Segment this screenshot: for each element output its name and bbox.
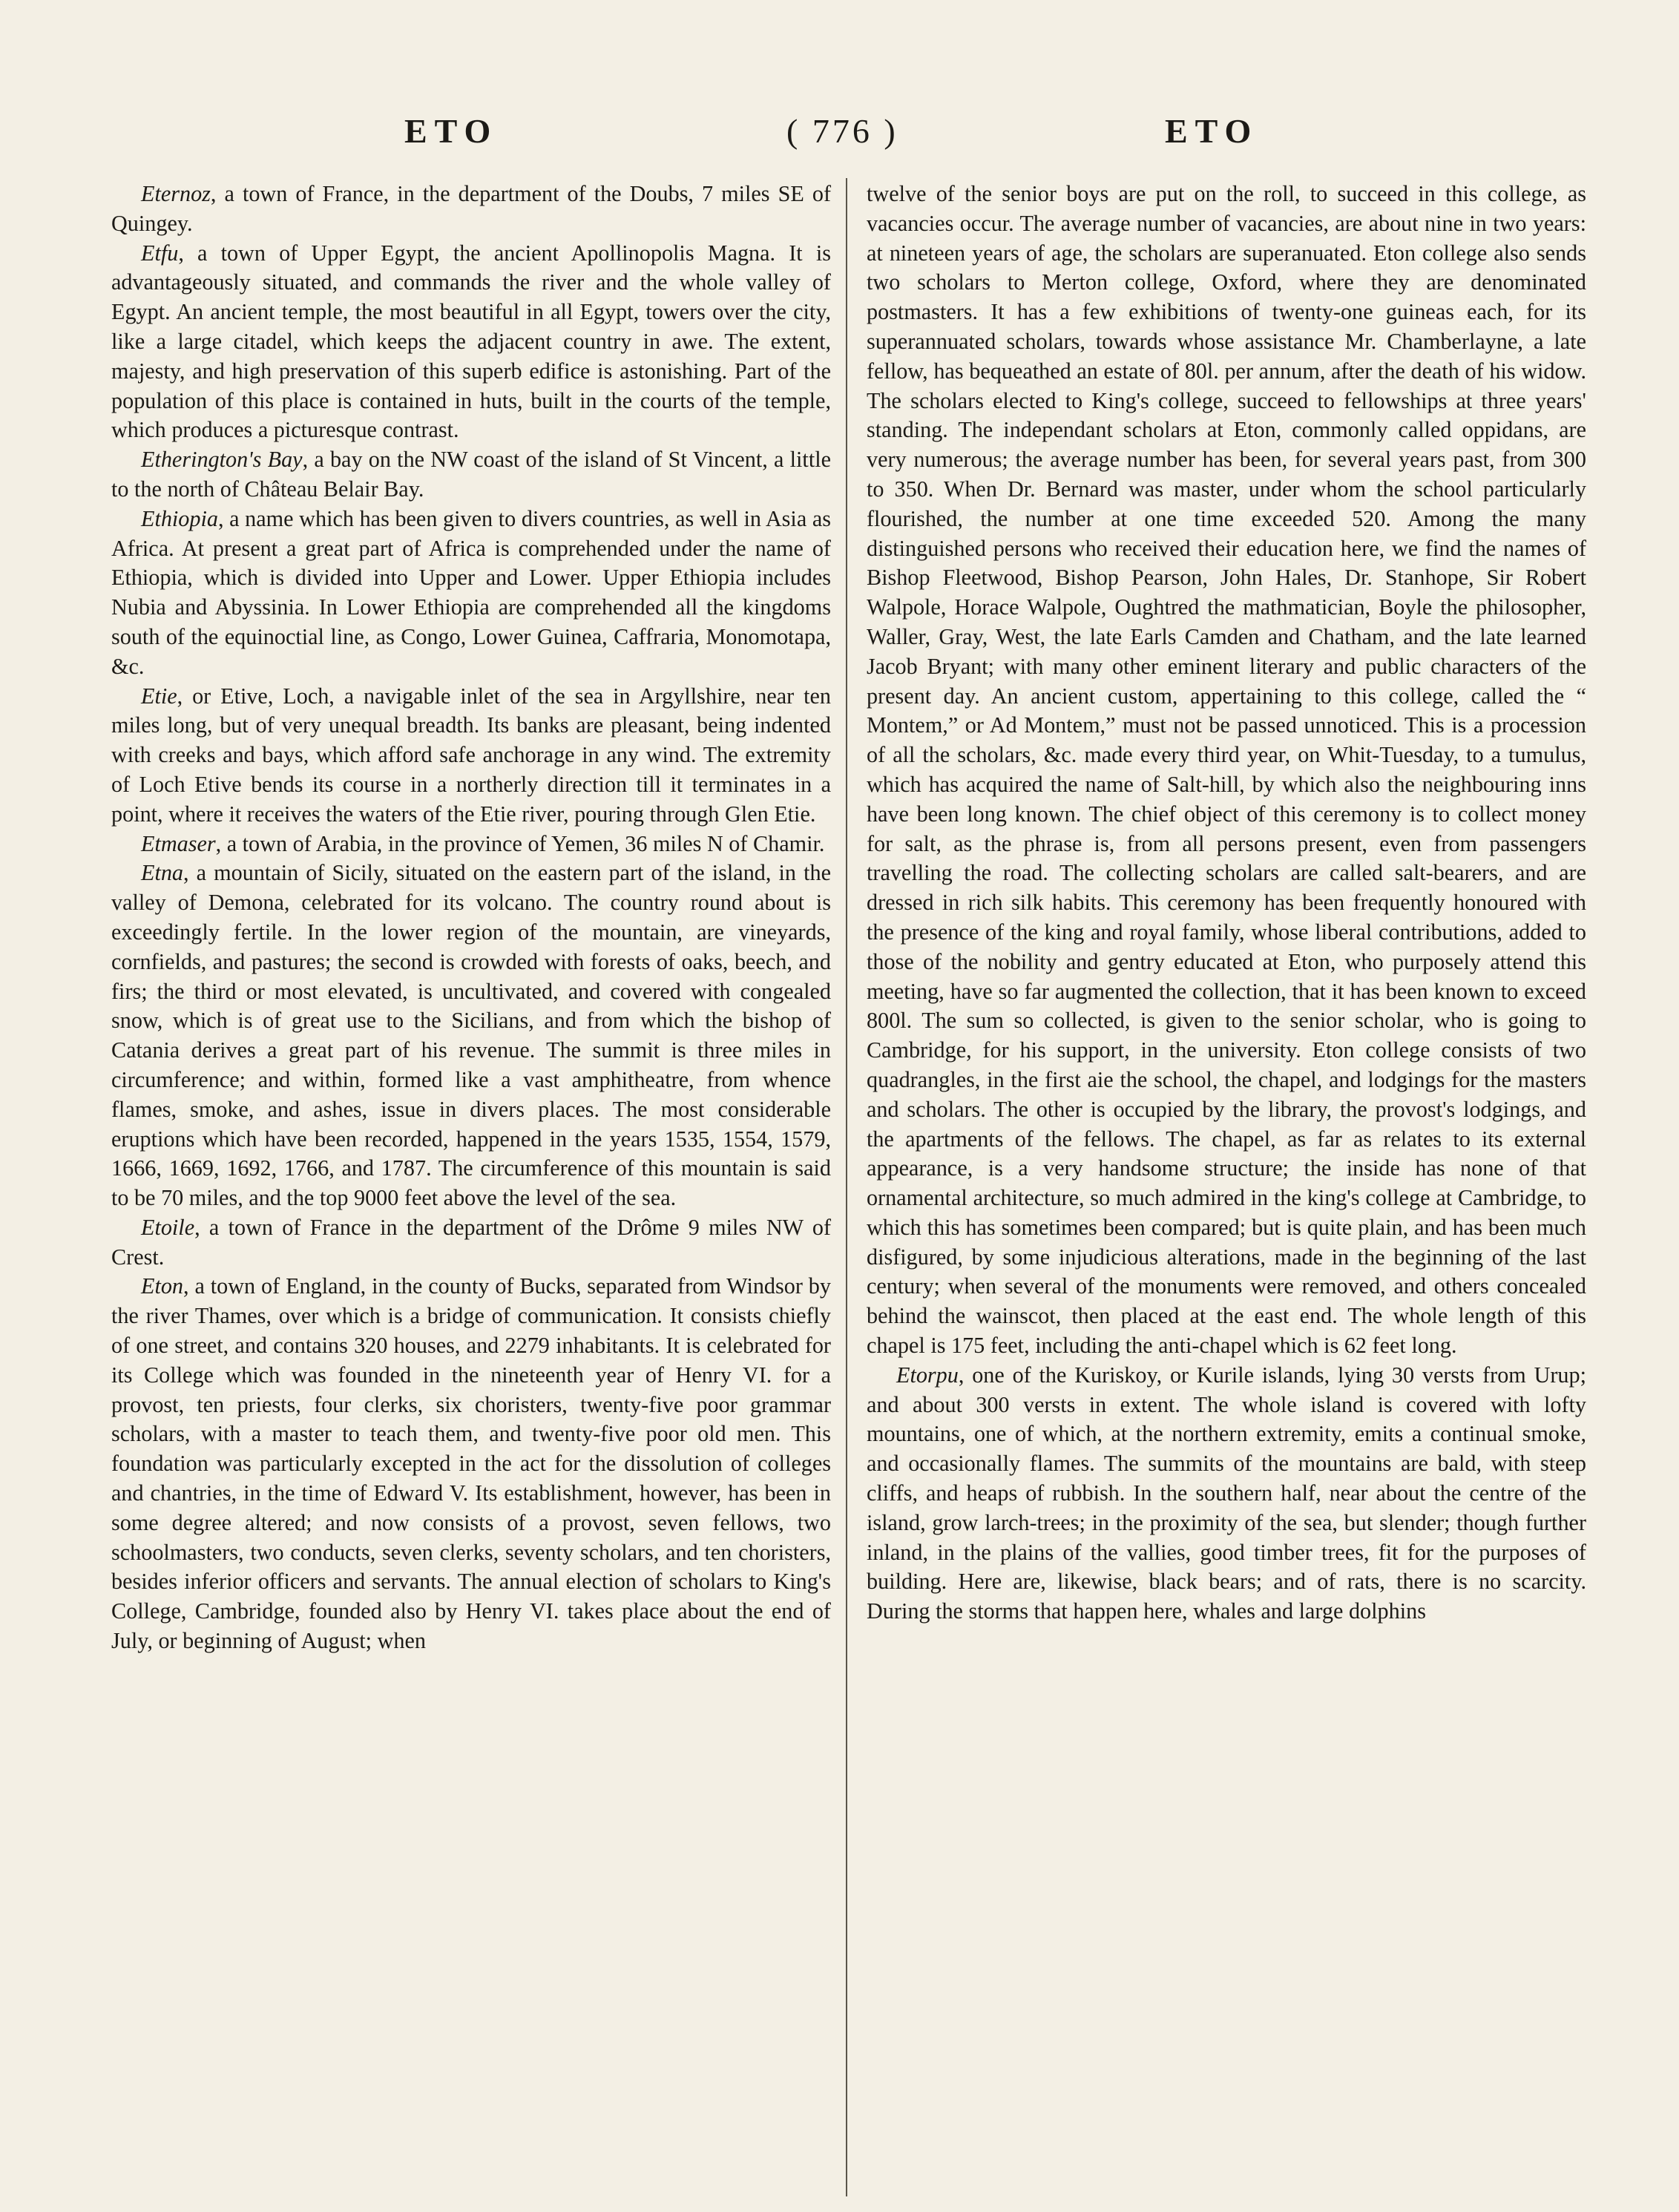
entry-eternoz [111,180,831,239]
left-column [111,180,831,1656]
entry-term: Etfu [141,240,179,266]
entry-text: , a town of Upper Egypt, the ancient Apollinopolis Magna. It is advantageously situated, and commands the river and the whole valley of Egypt. An ancient temple, the most beautiful in all Egypt, towers over the city, like a large citadel, which keeps the adjacent country in awe. The extent, majesty, and high preservation of this superb edifice is astonishing. Part of the population of this place is contained in huts, built in the courts of the temple, which produces a picturesque contrast. [111,240,831,443]
entry-etna [111,859,831,1213]
entry-term: Etna [141,860,184,886]
entry-etoile [111,1213,831,1273]
entry-term: Ethiopia [141,505,218,531]
running-head-left: ETO [404,112,499,150]
entry-term: Etoile [141,1214,195,1240]
entry-text: , a town of France in the department of the Drôme 9 miles NW of Crest. [111,1214,831,1270]
entry-text: , one of the Kuriskoy, or Kurile islands, lying 30 versts from Urup; and about 300 versts in extent. The whole island is covered with lofty mountains, one of which, at the northern extremity, emits a continual smoke, and occasionally flames. The summits of the mountains are bald, with steep cliffs, and heaps of rubbish. In the southern half, near about the centre of the island, grow larch-trees; in the proximity of the sea, but slender; though further inland, in the plains of the vallies, good timber trees, fit for the purposes of building. Here are, likewise, black bears; and of rats, there is no scarcity. During the storms that happen here, whales and large dolphins [867,1362,1586,1624]
entry-term: Etie [141,683,177,709]
page-number: ( 776 ) [786,112,898,150]
entry-term: Etherington's Bay [141,447,303,473]
entry-text: , a mountain of Sicily, situated on the eastern part of the island, in the valley of Demona, celebrated for its volcano. The country round about is exceedingly fertile. In the lower region of the mountain, are vineyards, cornfields, and pastures; the second is crowded with forests of oaks, beech, and firs; the third or most elevated, is uncultivated, and covered with congealed snow, which is of great use to the Sicilians, and from which the bishop of Catania derives a great part of his revenue. The summit is three miles in circumference; and within, formed like a vast amphitheatre, from whence flames, smoke, and ashes, issue in divers places. The most considerable eruptions which have been recorded, happened in the years 1535, 1554, 1579, 1666, 1669, 1692, 1766, and 1787. The circumference of this mountain is said to be 70 miles, and the top 9000 feet above the level of the sea. [111,860,831,1211]
running-head-right: ETO [1165,112,1259,150]
entry-etorpu [867,1361,1586,1627]
entry-term: Etmaser [141,830,216,856]
entry-text: twelve of the senior boys are put on the roll, to succeed in this college, as vacancies occur. The average number of vacancies, are about nine in two years: at nineteen years of age, the scholars are superanuated. Eton college also sends two scholars to Merton college, Oxford, where they are denominated postmasters. It has a few exhibitions of twenty-one guineas each, for its superannuated scholars, towards whose assistance Mr. Chamberlayne, a late fellow, has bequeathed an estate of 80l. per annum, after the death of his widow. The scholars elected to King's college, succeed to fellowships at three years' standing. The independant scholars at Eton, commonly called oppidans, are very numerous; the average number has been, for several years past, from 300 to 350. When Dr. Bernard was master, under whom the school particularly flourished, the number at one time exceeded 520. Among the many distinguished persons who received their education here, we find the names of Bishop Fleetwood, Bishop Pearson, John Hales, Dr. Stanhope, Sir Robert Walpole, Horace Walpole, Oughtred the mathmatician, Boyle the philosopher, Waller, Gray, West, the late Earls Camden and Chatham, and the late learned Jacob Bryant; with many other eminent literary and public characters of the present day. An ancient custom, appertaining to this college, called the “ Montem,” or Ad Montem,” must not be passed unnoticed. This is a procession of all the scholars, &c. made every third year, on Whit-Tuesday, to a tumulus, which has acquired the name of Salt-hill, by which also the neighbouring inns have been long known. The chief object of this ceremony is to collect money for salt, as the phrase is, from all persons present, even from passengers travelling the road. The collecting scholars are called salt-bearers, and are dressed in rich silk habits. This ceremony has been frequently honoured with the presence of the king and royal family, whose liberal contributions, added to those of the nobility and gentry educated at Eton, who purposely attend this meeting, have so far augmented the collection, that it has been known to exceed 800l. The sum so collected, is given to the senior scholar, who is going to Cambridge, for his support, in the university. Eton college consists of two quadrangles, in the first aie the school, the chapel, and lodgings for the masters and scholars. The other is occupied by the library, the provost's lodgings, and the apartments of the fellows. The chapel, as far as relates to its external appearance, is a very handsome structure; the inside has none of that ornamental architecture, so much admired in the king's college at Cambridge, to which this has sometimes been compared; but is quite plain, and has been much disfigured, by some injudicious alterations, made in the beginning of the last century; when several of the monuments were removed, and others concealed behind the wainscot, then placed at the east end. The whole length of this chapel is 175 feet, including the anti-chapel which is 62 feet long. [867,181,1586,1359]
entry-etie [111,682,831,830]
entry-eton-continued [867,180,1586,1361]
entry-text: , a bay on the NW coast of the island of St Vincent, a little to the north of Château Belair Bay. [111,447,831,502]
entry-text: , a town of France, in the department of the Doubs, 7 miles SE of Quingey. [111,181,831,236]
entry-text: , a town of Arabia, in the province of Yemen, 36 miles N of Chamir. [215,830,825,856]
entry-etheringtons-bay [111,445,831,505]
entry-term: Eternoz [141,181,211,206]
entry-etfu [111,239,831,446]
entry-text: , a name which has been given to divers countries, as well in Asia as Africa. At present a great part of Africa is comprehended under the name of Ethiopia, which is divided into Upper and Lower. Upper Ethiopia includes Nubia and Abyssinia. In Lower Ethiopia are comprehended all the kingdoms south of the equinoctial line, as Congo, Lower Guinea, Caffraria, Monomotapa, &c. [111,505,831,679]
right-column [867,180,1586,1627]
entry-eton [111,1272,831,1655]
entry-text: , or Etive, Loch, a navigable inlet of the sea in Argyllshire, near ten miles long, but of very unequal breadth. Its banks are pleasant, being indented with creeks and bays, which afford safe anchorage in any wind. The extremity of Loch Etive bends its course in a northerly direction till it terminates in a point, where it receives the waters of the Etie river, pouring through Glen Etie. [111,683,831,827]
entry-term: Etorpu [896,1362,959,1388]
column-divider [846,178,847,2196]
entry-ethiopia [111,505,831,682]
entry-etmaser [111,830,831,859]
entry-term: Eton [141,1273,184,1299]
entry-text: , a town of England, in the county of Bucks, separated from Windsor by the river Thames, over which is a bridge of communication. It consists chiefly of one street, and contains 320 houses, and 2279 inhabitants. It is celebrated for its College which was founded in the nineteenth year of Henry VI. for a provost, ten priests, four clerks, six choristers, twenty-five poor grammar scholars, with a master to teach them, and twenty-five poor old men. This foundation was particularly excepted in the act for the dissolution of colleges and chantries, in the time of Edward V. Its establishment, however, has been in some degree altered; and now consists of a provost, seven fellows, two schoolmasters, two conducts, seven clerks, seventy scholars, and ten choristers, besides inferior officers and servants. The annual election of scholars to King's College, Cambridge, founded also by Henry VI. takes place about the end of July, or beginning of August; when [111,1273,831,1654]
